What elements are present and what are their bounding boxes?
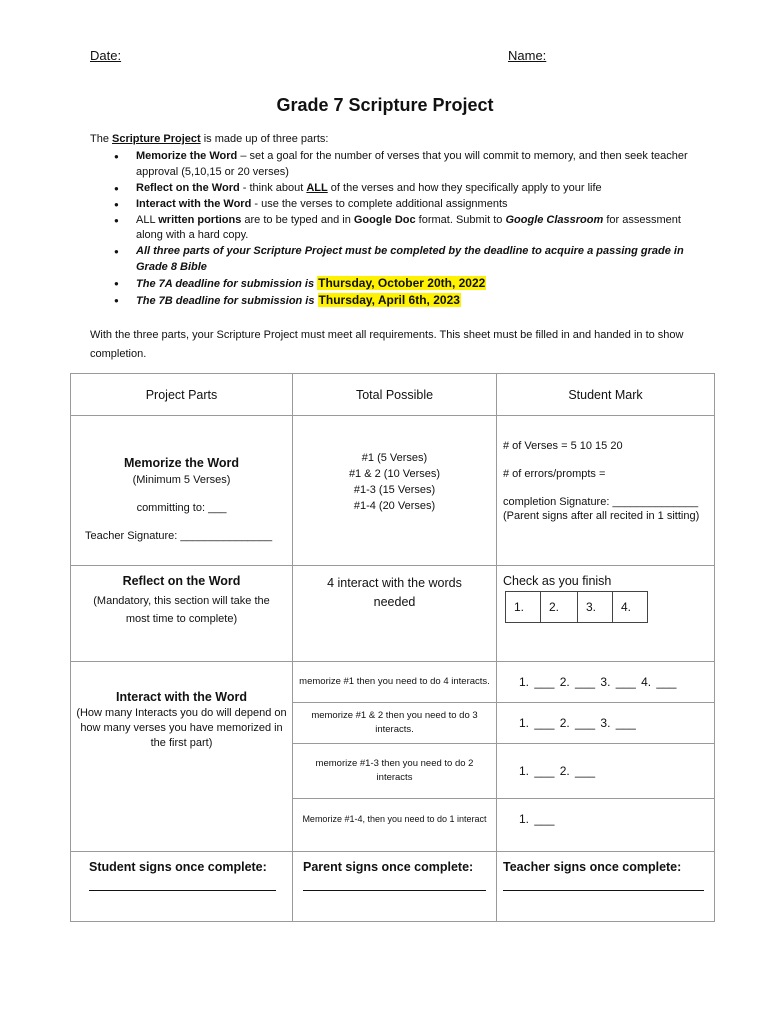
reflect-sub: (Mandatory, this section will take the most time to complete): [93, 595, 270, 625]
list-item: [110, 181, 710, 197]
interact-rule: memorize #1-3 then you need to do 2 interacts: [293, 744, 496, 799]
student-sign-label: Student signs once complete:: [89, 860, 267, 874]
table-header-row: [71, 374, 715, 416]
list-item: [110, 293, 710, 310]
interact-rule: memorize #1 & 2 then you need to do 3 interacts.: [293, 703, 496, 744]
requirements-list: [110, 149, 710, 310]
interact-rules-cell: [293, 662, 497, 852]
reflect-checkboxes: [505, 591, 714, 623]
parent-note: (Parent signs after all recited in 1 sitting): [503, 510, 700, 522]
teacher-signature-line[interactable]: [503, 890, 704, 891]
check-box-1[interactable]: 1.: [505, 591, 541, 623]
teacher-sign-label: Teacher signs once complete:: [503, 860, 682, 874]
bullet-text: ALL: [136, 213, 159, 226]
header-student-mark: Student Mark: [497, 374, 715, 416]
bullet-text: for assessment along with a hard copy.: [136, 213, 681, 241]
bullet-text: – set a goal for the number of verses that you will commit to memory, and then seek teacher approval (5,10,15 or 20 verses): [136, 150, 688, 178]
interact-cell: [71, 662, 293, 852]
total-line: #1 (5 Verses): [361, 451, 428, 464]
header-total-possible: Total Possible: [293, 374, 497, 416]
intro-line: [90, 133, 328, 145]
committing-field[interactable]: committing to: ___: [136, 502, 227, 514]
page-title: Grade 7 Scripture Project: [276, 95, 494, 115]
list-item: [110, 276, 710, 293]
name-label: Name:: [508, 48, 547, 63]
interact-mark[interactable]: 1. ___ 2. ___ 3. ___: [497, 703, 714, 744]
interact-mark[interactable]: 1. ___ 2. ___ 3. ___ 4. ___: [497, 662, 714, 703]
memorize-sub: (Minimum 5 Verses): [132, 474, 231, 486]
bullet-text: All three parts of your Scripture Project must be completed by the deadline to acquire a passing grade in Grade 8 Bible: [136, 245, 684, 273]
interact-mark[interactable]: 1. ___: [519, 812, 555, 826]
total-line: #1-4 (20 Verses): [353, 499, 436, 512]
parent-sign-label: Parent signs once complete:: [303, 860, 474, 874]
check-label: Check as you finish: [503, 574, 612, 588]
reflect-total-cell: [293, 566, 497, 662]
memorize-cell: [71, 416, 293, 566]
header-project-parts: Project Parts: [71, 374, 293, 416]
interact-sub: (How many Interacts you do will depend on how many verses you have memorized in the first part): [76, 707, 287, 749]
bullet-text: of the verses and how they specifically apply to your life: [327, 181, 602, 194]
table-row-memorize: [71, 416, 715, 566]
reflect-total: 4 interact with the words needed: [327, 576, 462, 609]
deadline-7b-date: Thursday, April 6th, 2023: [318, 293, 460, 307]
interact-rule: Memorize #1-4, then you need to do 1 interact: [302, 814, 487, 824]
teacher-signature-cell: [497, 852, 715, 922]
reflect-cell: [71, 566, 293, 662]
deadline-7a-label: The 7A deadline for submission is: [136, 278, 318, 290]
reflect-title: Reflect on the Word: [122, 574, 241, 588]
bullet-all: ALL: [306, 181, 328, 194]
interact-rule: memorize #1 then you need to do 4 interacts.: [293, 662, 496, 703]
memorize-totals-cell: [293, 416, 497, 566]
project-table: [70, 373, 715, 922]
bullet-text: are to be typed and in: [241, 213, 354, 226]
bullet-bold: Google Classroom: [505, 213, 604, 226]
errors-field[interactable]: # of errors/prompts =: [503, 468, 606, 480]
bullet-text: - think about: [239, 181, 307, 194]
bullet-bold: written portions: [158, 213, 242, 226]
bullet-text: format. Submit to: [415, 213, 506, 226]
bullet-text: - use the verses to complete additional assignments: [251, 197, 508, 210]
bullet-bold: Reflect on the Word: [136, 181, 240, 194]
parent-signature-line[interactable]: [303, 890, 486, 891]
check-box-2[interactable]: 2.: [540, 591, 578, 623]
intro-prefix: The: [90, 133, 113, 145]
completion-signature-field[interactable]: completion Signature: ______________: [503, 496, 699, 508]
student-signature-cell: [71, 852, 293, 922]
verses-count-field[interactable]: # of Verses = 5 10 15 20: [503, 440, 623, 452]
reflect-mark-cell: [497, 566, 715, 662]
interact-title: Interact with the Word: [115, 690, 248, 704]
total-line: #1 & 2 (10 Verses): [348, 467, 441, 480]
check-box-4[interactable]: 4.: [612, 591, 648, 623]
bullet-bold: Memorize the Word: [136, 150, 238, 162]
interact-marks-cell: [497, 662, 715, 852]
list-item: [110, 244, 710, 275]
list-item: [110, 149, 710, 180]
deadline-7b-label: The 7B deadline for submission is: [136, 295, 318, 307]
table-row-signatures: [71, 852, 715, 922]
deadline-7a-date: Thursday, October 20th, 2022: [318, 276, 486, 290]
memorize-title: Memorize the Word: [123, 456, 240, 470]
teacher-signature-field[interactable]: Teacher Signature: _______________: [85, 530, 273, 542]
bullet-bold: Google Doc: [353, 213, 416, 226]
date-label: Date:: [90, 48, 122, 63]
list-item: [110, 197, 710, 213]
intro-suffix: is made up of three parts:: [200, 133, 329, 145]
total-line: #1-3 (15 Verses): [353, 483, 436, 496]
table-row-interact: [71, 662, 715, 852]
table-row-reflect: [71, 566, 715, 662]
intro-link: Scripture Project: [112, 133, 201, 145]
interact-mark[interactable]: 1. ___ 2. ___: [497, 744, 714, 799]
student-signature-line[interactable]: [89, 890, 276, 891]
memorize-mark-cell: [497, 416, 715, 566]
bullet-bold: Interact with the Word: [136, 197, 252, 210]
parent-signature-cell: [293, 852, 497, 922]
list-item: [110, 213, 710, 244]
check-box-3[interactable]: 3.: [577, 591, 613, 623]
requirements-paragraph: With the three parts, your Scripture Project must meet all requirements. This sheet must be filled in and handed in to show completion.: [90, 329, 684, 360]
